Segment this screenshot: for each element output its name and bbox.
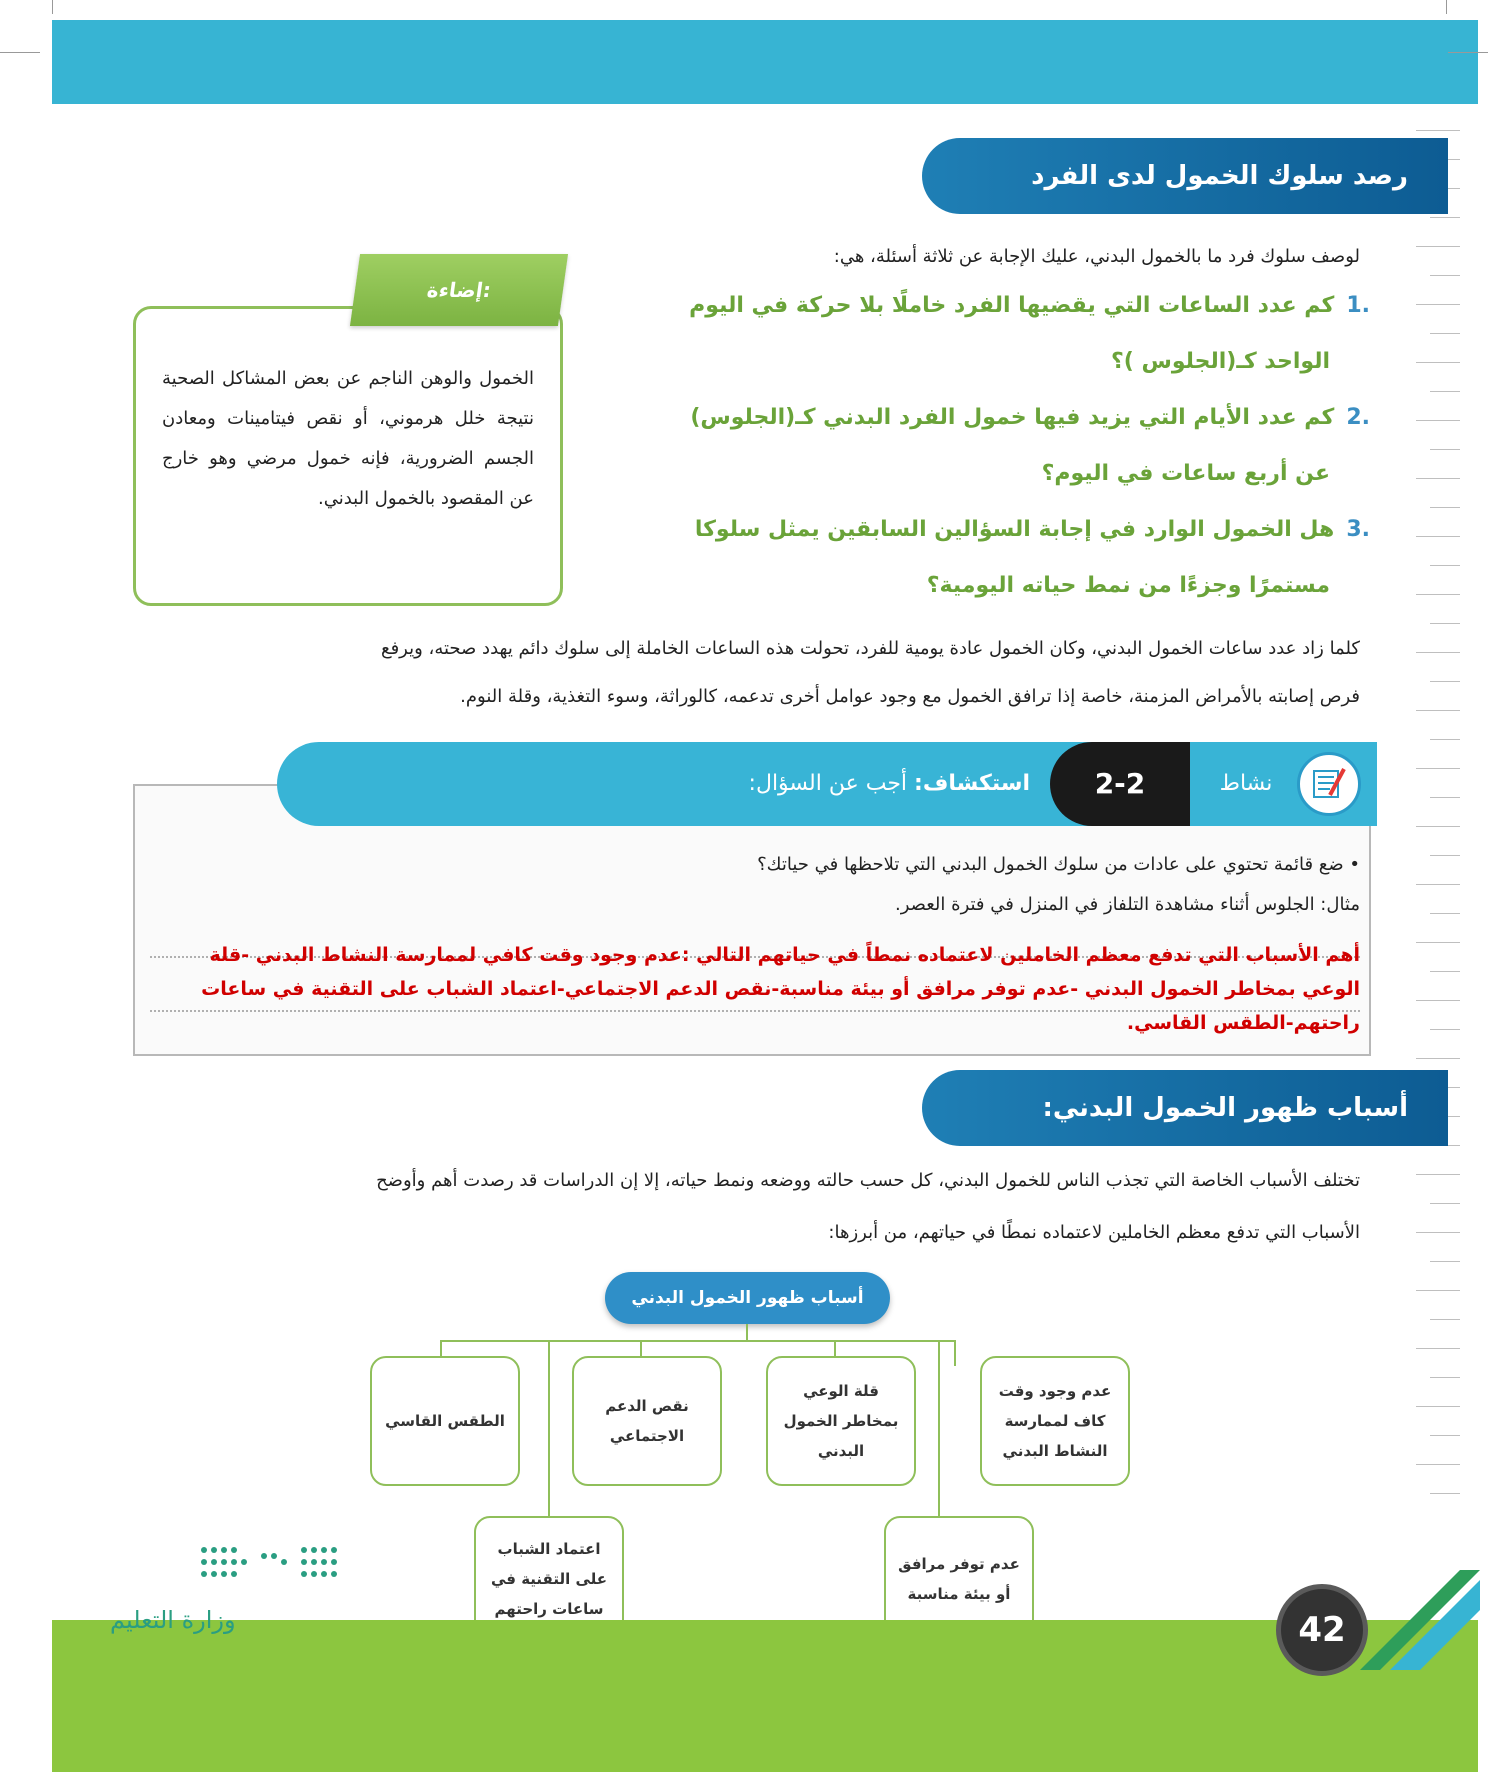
cause-box: نقص الدعم الاجتماعي [572,1356,722,1486]
ruler-tick [1430,217,1460,218]
activity-code: 2-2 [1050,742,1190,826]
ruler-tick [1416,826,1460,827]
cause-box: اعتماد الشباب على التقنية في ساعات راحتهم [474,1516,624,1642]
ruler-tick [1430,1261,1460,1262]
top-banner [52,20,1478,104]
question-1-cont: الواحد كـ(الجلوس )؟ [1111,349,1330,374]
note-tag: إضاءة: [350,254,568,326]
margin-ruler [1392,130,1460,1550]
connector [954,1340,956,1366]
ruler-tick [1416,652,1460,653]
ruler-tick [1416,594,1460,595]
ruler-tick [1430,1029,1460,1030]
page-number: 42 [1276,1584,1368,1676]
questions-list [590,278,1370,614]
ruler-tick [1416,1000,1460,1001]
pencil-note-icon [1297,752,1361,816]
ruler-tick [1430,739,1460,740]
crop-mark [52,0,53,14]
ruler-tick [1416,246,1460,247]
activity-answer: أهم الأسباب التي تدفع معظم الخاملين لاعتماده نمطاً في حياتهم التالي :عدم وجود وقت كافي لممارسة النشاط البدني -قلة الوعي بمخاطر الخمول البدني -عدم توفر مرافق أو بيئة مناسبة-نقص الدعم الاجتماعي-اعتماد الشباب على التقنية في ساعات راحتهم-الطقس القاسي. [201,944,1360,1034]
ruler-tick [1430,1493,1460,1494]
connector [440,1340,956,1342]
ministry-logo [104,1540,364,1634]
ruler-tick [1416,478,1460,479]
crop-mark [0,52,40,53]
activity-example: مثال: الجلوس أثناء مشاهدة التلفاز في المنزل في فترة العصر. [894,894,1360,915]
diagram-title: أسباب ظهور الخمول البدني [605,1272,890,1324]
ruler-tick [1430,275,1460,276]
footer-band [52,1620,1478,1772]
crop-mark [1446,0,1447,14]
crop-mark [1448,52,1488,53]
section2-line-2: الأسباب التي تدفع معظم الخاملين لاعتماده نمطًا في حياتهم، من أبرزها: [828,1222,1360,1243]
question-3-cont: مستمرًا وجزءًا من نمط حياته اليومية؟ [926,573,1330,598]
question-2: .2كم عدد الأيام التي يزيد فيها خمول الفرد البدني كـ(الجلوس) [690,405,1370,430]
ruler-tick [1416,1348,1460,1349]
section-heading: أسباب ظهور الخمول البدني: [922,1070,1448,1146]
ruler-tick [1430,1435,1460,1436]
question-1: .1كم عدد الساعات التي يقضيها الفرد خاملًا بلا حركة في اليوم [689,293,1370,318]
ruler-tick [1416,884,1460,885]
section2-line-1: تختلف الأسباب الخاصة التي تجذب الناس للخمول البدني، كل حسب حالته ووضعه ونمط حياته، إلا إن الدراسات قد رصدت أهم وأوضح [376,1170,1360,1191]
section-intro: لوصف سلوك فرد ما بالخمول البدني، عليك الإجابة عن ثلاثة أسئلة، هي: [833,246,1360,267]
ruler-tick [1416,1174,1460,1175]
connector [548,1340,550,1520]
cause-box: عدم توفر مرافق أو بيئة مناسبة [884,1516,1034,1642]
activity-bullet: • ضع قائمة تحتوي على عادات من سلوك الخمول البدني التي تلاحظها في حياتك؟ [757,854,1360,875]
ruler-tick [1416,1290,1460,1291]
ruler-tick [1416,536,1460,537]
ruler-tick [1430,1319,1460,1320]
ruler-tick [1416,130,1460,131]
ruler-tick [1416,362,1460,363]
ruler-tick [1430,855,1460,856]
question-2-cont: عن أربع ساعات في اليوم؟ [1041,461,1330,486]
ruler-tick [1430,391,1460,392]
activity-title: استكشاف: أجب عن السؤال: [748,771,1030,796]
ruler-tick [1430,565,1460,566]
ruler-tick [1416,1058,1460,1059]
ruler-tick [1416,1464,1460,1465]
ruler-tick [1430,1377,1460,1378]
ruler-tick [1430,449,1460,450]
ruler-tick [1416,420,1460,421]
ruler-tick [1416,942,1460,943]
ruler-tick [1430,797,1460,798]
ruler-tick [1430,507,1460,508]
connector [938,1340,940,1520]
ruler-tick [1430,681,1460,682]
ruler-tick [1430,971,1460,972]
paragraph-line-1: كلما زاد عدد ساعات الخمول البدني، وكان الخمول عادة يومية للفرد، تحولت هذه الساعات الخاملة إلى سلوك دائم يهدد صحته، ويرفع [381,638,1360,659]
ministry-emblem-icon [104,1540,364,1602]
ruler-tick [1430,333,1460,334]
ruler-tick [1416,304,1460,305]
cause-box: عدم وجود وقت كاف لممارسة النشاط البدني [980,1356,1130,1486]
ruler-tick [1430,1203,1460,1204]
ruler-tick [1430,623,1460,624]
ruler-tick [1416,1232,1460,1233]
ruler-tick [1430,913,1460,914]
connector [746,1324,748,1340]
ruler-tick [1416,768,1460,769]
ruler-tick [1416,1406,1460,1407]
section-heading: رصد سلوك الخمول لدى الفرد [922,138,1448,214]
note-text: الخمول والوهن الناجم عن بعض المشاكل الصحية نتيجة خلل هرموني، أو نقص فيتامينات ومعادن الجسم الضرورية، فإنه خمول مرضي وهو خارج عن المقصود بالخمول البدني. [162,368,534,509]
activity-label: نشاط [1219,771,1273,796]
paragraph-line-2: فرص إصابته بالأمراض المزمنة، خاصة إذا ترافق الخمول مع وجود عوامل أخرى تدعمه، كالوراثة، وسوء التغذية، وقلة النوم. [460,686,1360,707]
ministry-name: وزارة التعليم [110,1606,236,1634]
question-3: .3هل الخمول الوارد في إجابة السؤالين السابقين يمثل سلوكا [694,517,1370,542]
note-box [133,306,563,606]
ruler-tick [1416,710,1460,711]
cause-box: قلة الوعي بمخاطر الخمول البدني [766,1356,916,1486]
cause-box: الطقس القاسي [370,1356,520,1486]
